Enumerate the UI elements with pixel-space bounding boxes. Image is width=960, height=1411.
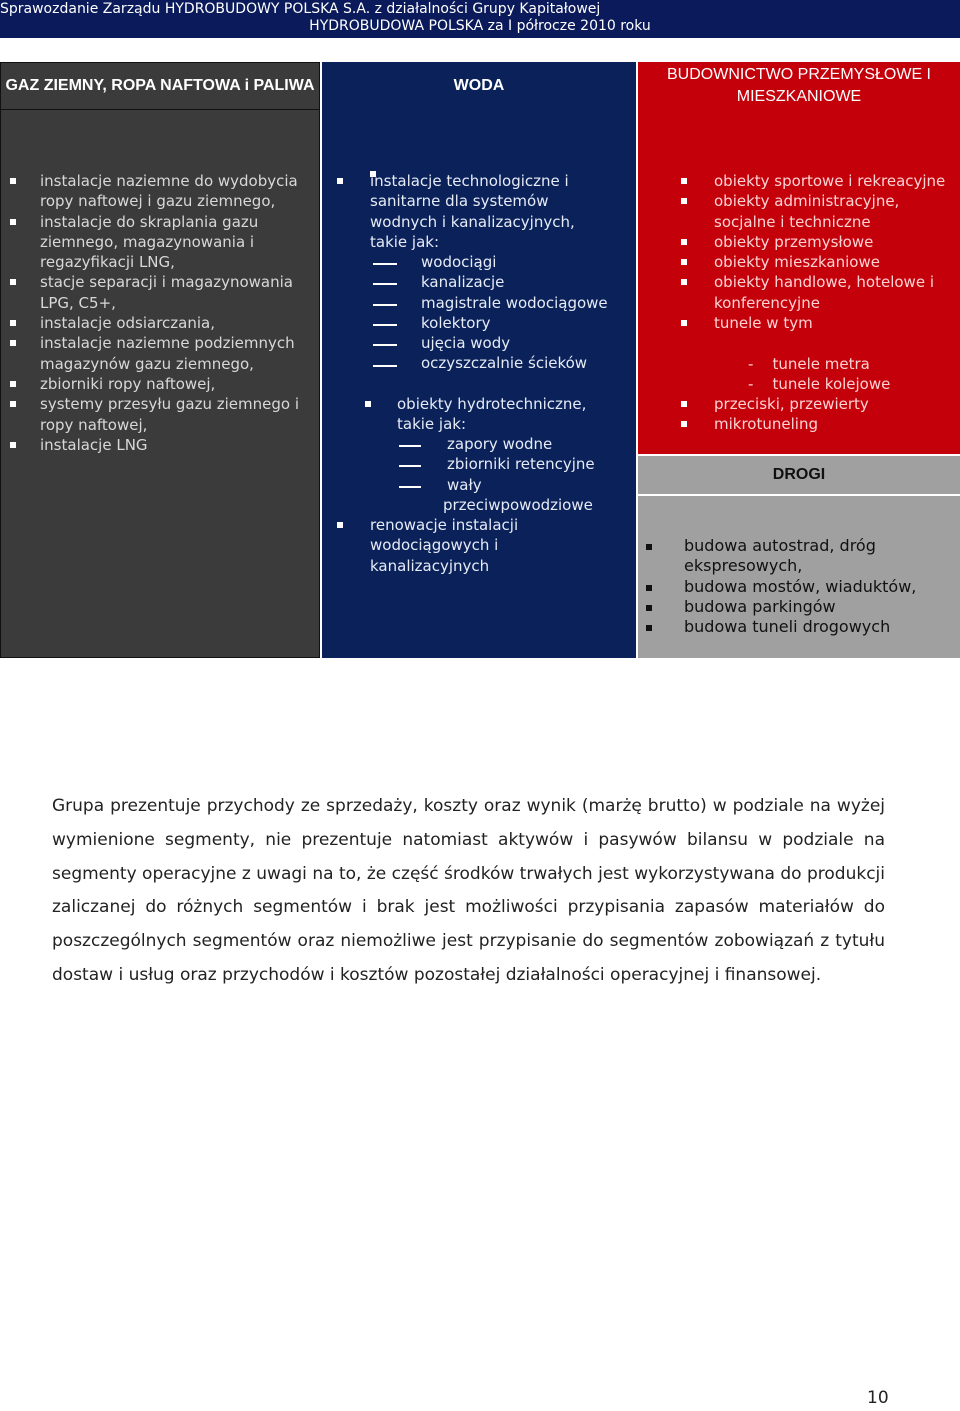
water-item-1-text — [370, 171, 632, 252]
list-item: budowa parkingów — [684, 597, 954, 617]
dash-icon — [373, 365, 397, 367]
list-item: zapory wodne — [447, 435, 553, 453]
water-item-3-line: kanalizacyjnych — [370, 556, 490, 575]
bullet-icon — [337, 522, 343, 528]
bullet-icon — [365, 401, 371, 407]
water-item-1-line: sanitarne dla systemów — [370, 192, 549, 211]
list-item-label: tunele kolejowe — [772, 375, 891, 394]
report-header-line2: HYDROBUDOWA POLSKA za I półrocze 2010 roku — [309, 18, 651, 34]
list-item: kolektory — [421, 313, 491, 332]
dash-icon — [399, 465, 421, 467]
construction-sub-list — [748, 354, 890, 395]
water-sub-list-2-continuation: przeciwpowodziowe — [443, 496, 593, 514]
segment-roads-list — [684, 536, 954, 637]
body-paragraph: Grupa prezentuje przychody ze sprzedaży, koszty oraz wynik (marżę brutto) w podziale na wyżej wymienione segmenty, nie prezentuje natomiast aktywów i pasywów bilansu w podziale na segmenty operacyjne z uwagi na to, że część środków trwałych jest wykorzystywana do produkcji zaliczanej do różnych segmentów i brak jest możliwości przypisania zapasów materiałów do poszczególnych segmentów oraz niemożliwe jest przypisanie do segmentów zobowiązań z tytułu dostaw i usług oraz przychodów i kosztów pozostałej działalności operacyjnej i finansowej. — [52, 796, 885, 985]
water-item-3-line: wodociągowych i — [370, 536, 499, 555]
list-item: instalacje LNG — [40, 435, 312, 455]
segment-roads-title: DROGI — [638, 456, 960, 494]
list-item — [748, 354, 890, 374]
bullet-icon — [337, 178, 343, 184]
segment-construction-list — [714, 171, 954, 333]
list-item: przeciski, przewierty — [714, 394, 954, 414]
water-sub-list-1 — [421, 252, 608, 374]
report-header — [0, 0, 960, 38]
list-item: obiekty mieszkaniowe — [714, 252, 954, 272]
list-item: oczyszczalnie ścieków — [421, 354, 588, 373]
dash-icon — [373, 283, 397, 285]
list-item: budowa autostrad, dróg ekspresowych, — [684, 536, 954, 577]
construction-list-2 — [714, 394, 954, 435]
water-item-2-text — [397, 394, 586, 435]
water-item-1-line: takie jak: — [370, 232, 440, 251]
dash-icon — [399, 486, 421, 488]
dash-icon: - — [748, 375, 754, 394]
list-item: instalacje do skraplania gazu ziemnego, magazynowania i regazyfikacji LNG, — [40, 212, 312, 273]
list-item — [748, 374, 890, 394]
list-item: magistrale wodociągowe — [421, 293, 608, 312]
list-item: kanalizacje — [421, 273, 505, 292]
page-number: 10 — [867, 1388, 889, 1408]
dash-icon — [373, 304, 397, 306]
list-item: obiekty administracyjne, socjalne i techniczne — [714, 191, 954, 232]
list-item: tunele w tym — [714, 313, 954, 333]
water-item-1-line: wodnych i kanalizacyjnych, — [370, 212, 575, 231]
list-item: wały — [447, 475, 482, 494]
water-sub-list-2 — [447, 434, 595, 495]
list-item: zbiorniki ropy naftowej, — [40, 374, 312, 394]
list-item: instalacje naziemne podziemnych magazynów gazu ziemnego, — [40, 333, 312, 374]
list-item: obiekty sportowe i rekreacyjne — [714, 171, 954, 191]
list-item: ujęcia wody — [421, 334, 511, 353]
dash-icon — [373, 324, 397, 326]
water-item-2-line: obiekty hydrotechniczne, — [397, 395, 587, 413]
list-item: budowa mostów, wiaduktów, — [684, 577, 954, 597]
segment-gas-list — [40, 171, 312, 455]
list-item: budowa tuneli drogowych — [684, 617, 954, 637]
list-item: instalacje naziemne do wydobycia ropy naftowej i gazu ziemnego, — [40, 171, 312, 212]
dash-icon — [373, 263, 397, 265]
dash-icon: - — [748, 355, 754, 373]
list-item: obiekty handlowe, hotelowe i konferencyjne — [714, 272, 954, 313]
list-item: zbiorniki retencyjne — [447, 455, 595, 474]
report-header-line1: Sprawozdanie Zarządu HYDROBUDOWY POLSKA S.A. z działalności Grupy Kapitałowej — [0, 1, 601, 17]
list-item-label: tunele metra — [772, 355, 870, 373]
dash-icon — [373, 344, 397, 346]
list-item: obiekty przemysłowe — [714, 232, 954, 252]
water-item-1-line: instalacje technologiczne i — [370, 172, 569, 190]
water-item-3-line: renowacje instalacji — [370, 516, 519, 534]
list-item: wodociągi — [421, 253, 497, 271]
segment-water-title: WODA — [322, 62, 636, 110]
list-item: systemy przesyłu gazu ziemnego i ropy naftowej, — [40, 394, 312, 435]
segment-gas-title: GAZ ZIEMNY, ROPA NAFTOWA i PALIWA — [0, 62, 320, 110]
list-item: stacje separacji i magazynowania LPG, C5+, — [40, 272, 312, 313]
list-item: instalacje odsiarczania, — [40, 313, 312, 333]
segment-construction-title: BUDOWNICTWO PRZEMYSŁOWE I MIESZKANIOWE — [638, 62, 960, 110]
list-item: mikrotuneling — [714, 414, 954, 434]
water-item-2-line: takie jak: — [397, 415, 467, 434]
water-item-3-text — [370, 515, 518, 576]
dash-icon — [399, 445, 421, 447]
